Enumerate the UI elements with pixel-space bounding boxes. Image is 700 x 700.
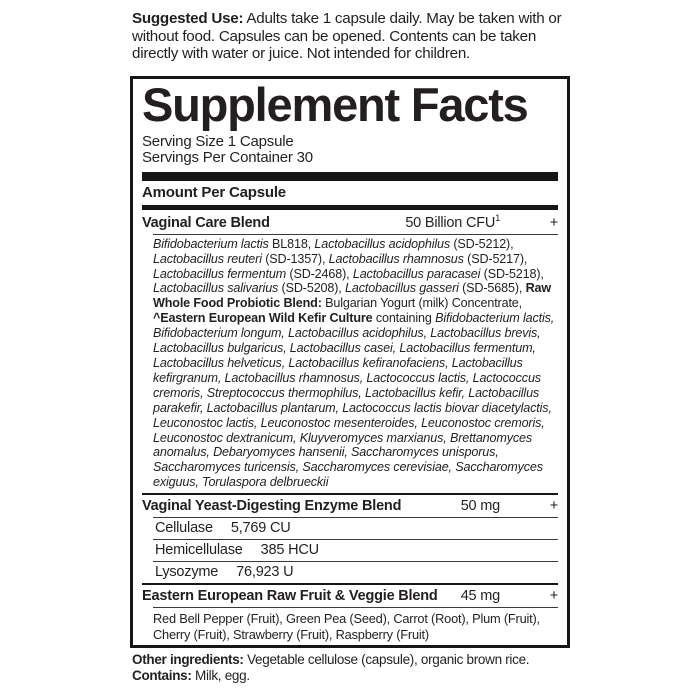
suggested-use-label: Suggested Use:: [132, 10, 244, 27]
panel-title: Supplement Facts: [142, 78, 528, 131]
fruit-veggie-ingredients-text: Red Bell Pepper (Fruit), Green Pea (Seed), Carrot (Root), Plum (Fruit), Cherry (Fruit), Strawberry (Fruit), Raspberry (Fruit): [153, 611, 540, 643]
supplement-facts-panel: [130, 76, 570, 648]
blend-amount-footnote-marker: 1: [495, 212, 500, 223]
blend-name: Vaginal Care Blend: [142, 214, 270, 231]
blend-name: Eastern European Raw Fruit & Veggie Blend: [142, 588, 438, 605]
blend-amount-value: 50 Billion CFU: [405, 214, 496, 231]
blend-row-enzyme: [142, 495, 558, 517]
blend-name: Vaginal Yeast-Digesting Enzyme Blend: [142, 498, 402, 515]
enzyme-row-lysozyme: [142, 562, 558, 583]
suggested-use-body: Adults take 1 capsule daily. May be taken with or without food. Capsules can be opened. Contents can be taken directly with water or juice. Not intended for children.: [132, 10, 562, 63]
blend-row-vaginal-care: [142, 210, 558, 234]
other-ingredients-text: [132, 652, 576, 684]
blend-row-fruit-veggie: [142, 585, 558, 607]
blend-amount: 50 mg: [460, 498, 500, 515]
daily-value-plus: +: [549, 214, 558, 231]
probiotic-ingredients-text: Bifidobacterium lactis BL818, Lactobacillus acidophilus (SD-5212), Lactobacillus reuteri (SD-1357), Lactobacillus rhamnosus (SD-5217), Lactobacillus fermentum (SD-2468), Lactobacillus paracasei (SD-5218), Lactobacillus salivarius (SD-5208), Lactobacillus gasseri (SD-5685), Raw Whole Food Probiotic Blend: Bulgarian Yogurt (milk) Concentrate, ^Eastern European Wild Kefir Culture containing Bifidobacterium lactis, Bifidobacterium longum, Lactobacillus acidophilus, Lactobacillus brevis, Lactobacillus bulgaricus, Lactobacillus casei, Lactobacillus fermentum, Lactobacillus helveticus, Lactobacillus kefiranofaciens, Lactobacillus kefirgranum, Lactobacillus rhamnosus, Lactococcus lactis, Lactococcus cremoris, Streptococcus thermophilus, Lactobacillus kefir, Lactobacillus parakefir, Lactobacillus plantarum, Lactococcus lactis biovar diacetylactis, Leuconostoc lactis, Leuconostoc mesenteroides, Leuconostoc cremoris, Leuconostoc dextranicum, Kluyveromyces marxianus, Brettanomyces anomalus, Debaryomyces hansenii, Saccharomyces unisporus, Saccharomyces turicensis, Saccharomyces cerevisiae, Saccharomyces exiguus, Torulaspora delbrueckii: [153, 236, 555, 490]
serving-size: Serving Size 1 Capsule: [142, 132, 294, 150]
contains-body: Milk, egg.: [191, 668, 250, 683]
enzyme-value: 385 HCU: [260, 542, 319, 559]
thick-divider: [142, 172, 558, 181]
enzyme-value: 5,769 CU: [230, 520, 291, 537]
contains-label: Contains:: [132, 668, 192, 683]
other-ingredients-label: Other ingredients:: [132, 652, 244, 667]
enzyme-value: 76,923 U: [236, 564, 294, 581]
suggested-use-text: [132, 10, 572, 63]
enzyme-row-hemicellulase: [142, 540, 558, 561]
amount-per-capsule-header: Amount Per Capsule: [142, 183, 286, 201]
blend-amount: 45 mg: [460, 588, 500, 605]
enzyme-name: Cellulase: [155, 520, 213, 537]
servings-per-container: Servings Per Container 30: [142, 149, 313, 167]
daily-value-plus: +: [549, 588, 558, 605]
enzyme-name: Lysozyme: [155, 564, 219, 581]
other-ingredients-body: Vegetable cellulose (capsule), organic brown rice.: [243, 652, 530, 667]
enzyme-name: Hemicellulase: [155, 542, 243, 559]
blend-amount: [405, 213, 500, 231]
daily-value-plus: +: [549, 498, 558, 515]
enzyme-row-cellulase: [142, 518, 558, 539]
